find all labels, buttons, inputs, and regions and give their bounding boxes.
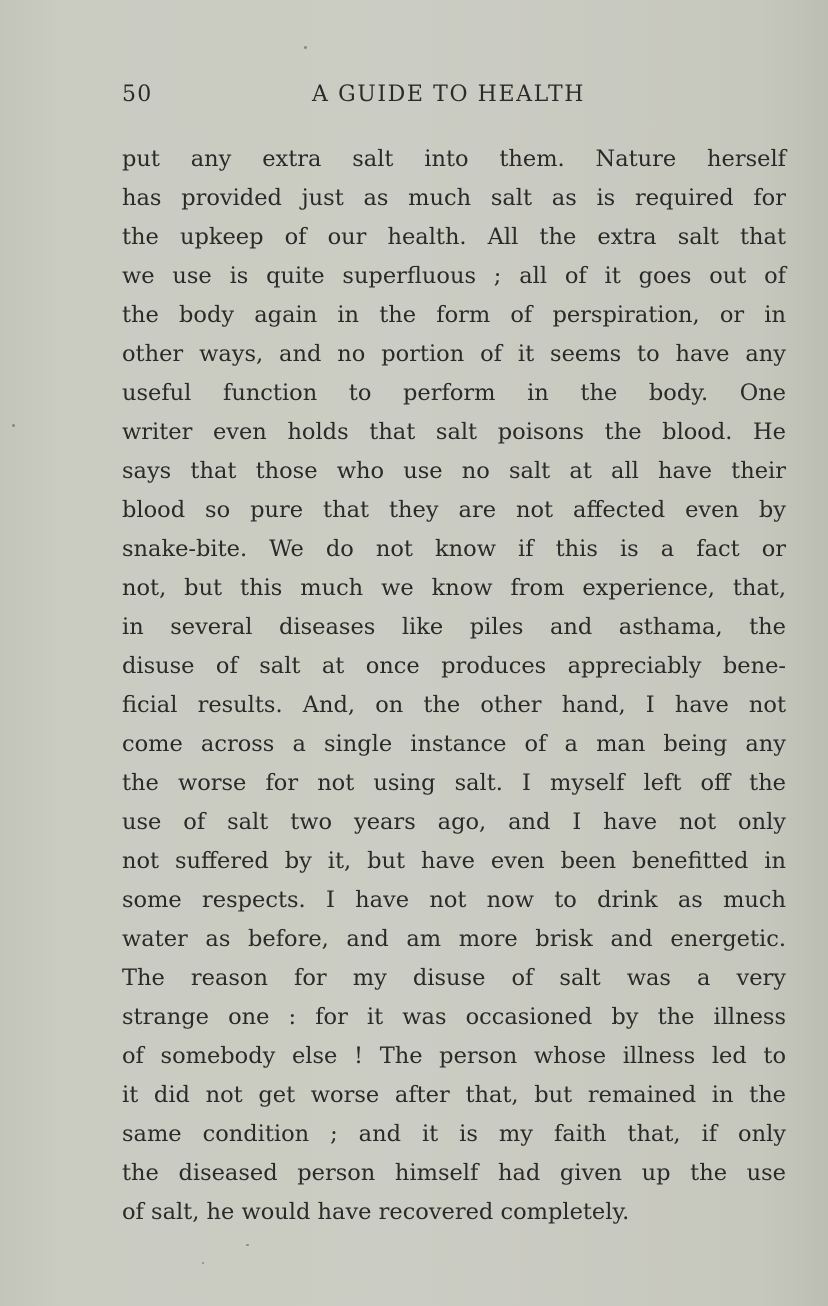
text-line: other ways, and no portion of it seems to have any bbox=[122, 341, 786, 367]
text-line: disuse of salt at once produces appreciably bene- bbox=[122, 653, 786, 679]
text-line: the body again in the form of perspiration, or in bbox=[122, 302, 786, 328]
text-line: the diseased person himself had given up the use bbox=[122, 1160, 786, 1186]
paper-speck bbox=[304, 46, 307, 49]
text-line: the worse for not using salt. I myself left off the bbox=[122, 770, 786, 796]
text-line: The reason for my disuse of salt was a very bbox=[122, 965, 786, 991]
text-line: same condition ; and it is my faith that, if only bbox=[122, 1121, 786, 1147]
paper-speck bbox=[202, 1262, 204, 1264]
text-line: writer even holds that salt poisons the blood. He bbox=[122, 419, 786, 445]
text-line: come across a single instance of a man being any bbox=[122, 731, 786, 757]
text-line: use of salt two years ago, and I have not only bbox=[122, 809, 786, 835]
text-line: we use is quite superfluous ; all of it goes out of bbox=[122, 263, 786, 289]
paper-speck bbox=[12, 424, 15, 427]
text-line: has provided just as much salt as is required for bbox=[122, 185, 786, 211]
text-line: says that those who use no salt at all have their bbox=[122, 458, 786, 484]
text-line: blood so pure that they are not affected even by bbox=[122, 497, 786, 523]
page-number: 50 bbox=[122, 82, 153, 107]
paper-speck bbox=[246, 1244, 249, 1246]
text-line: of somebody else ! The person whose illness led to bbox=[122, 1043, 786, 1069]
text-line: not, but this much we know from experience, that, bbox=[122, 575, 786, 601]
text-line: ficial results. And, on the other hand, I have not bbox=[122, 692, 786, 718]
text-line: the upkeep of our health. All the extra salt that bbox=[122, 224, 786, 250]
running-title: A GUIDE TO HEALTH bbox=[312, 82, 586, 107]
text-line: water as before, and am more brisk and energetic. bbox=[122, 926, 786, 952]
running-head bbox=[122, 82, 786, 114]
text-line: of salt, he would have recovered completely. bbox=[122, 1199, 630, 1225]
text-line: snake-bite. We do not know if this is a fact or bbox=[122, 536, 786, 562]
text-line: useful function to perform in the body. One bbox=[122, 380, 786, 406]
text-line: strange one : for it was occasioned by the illness bbox=[122, 1004, 786, 1030]
body-text bbox=[122, 140, 786, 1232]
text-line: it did not get worse after that, but remained in the bbox=[122, 1082, 786, 1108]
text-line: put any extra salt into them. Nature herself bbox=[122, 146, 786, 172]
text-line: not suffered by it, but have even been benefitted in bbox=[122, 848, 786, 874]
text-line: in several diseases like piles and asthama, the bbox=[122, 614, 786, 640]
text-line: some respects. I have not now to drink as much bbox=[122, 887, 786, 913]
